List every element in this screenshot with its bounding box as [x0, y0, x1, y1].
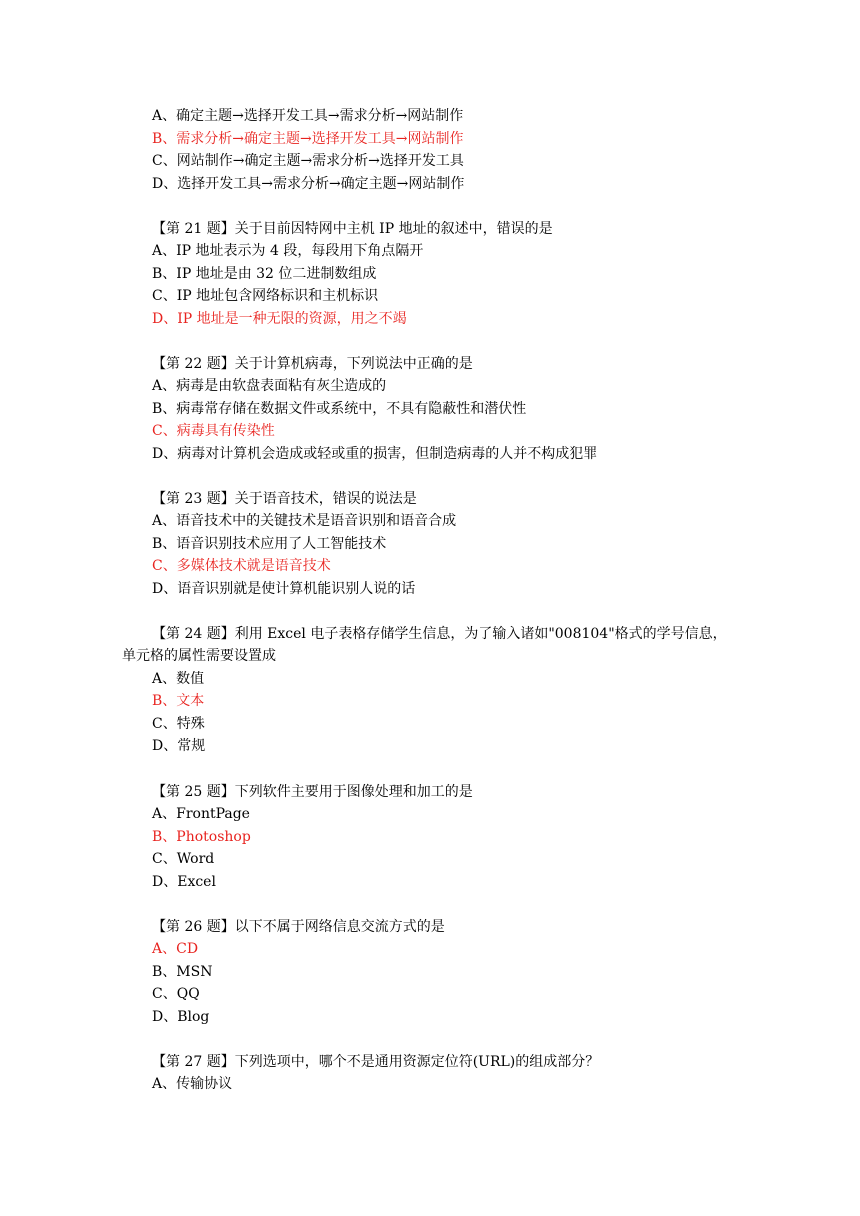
q20-option-a: A、确定主题→选择开发工具→需求分析→网站制作 [152, 108, 464, 124]
q24-option-a: A、数值 [152, 671, 205, 687]
q24-stem-line1: 【第 24 题】利用 Excel 电子表格存储学生信息，为了输入诸如"008104"格式的学号信息， [152, 626, 727, 642]
q26-option-a-correct: A、CD [152, 941, 199, 957]
q24-option-b-correct: B、文本 [152, 693, 205, 709]
q26-stem: 【第 26 题】以下不属于网络信息交流方式的是 [152, 919, 445, 935]
q25-option-c: C、Word [152, 851, 215, 867]
q21-option-d-correct: D、IP 地址是一种无限的资源，用之不竭 [152, 311, 407, 327]
q25-option-d: D、Excel [152, 874, 216, 890]
q25-option-b-correct: B、Photoshop [152, 829, 251, 845]
q24-stem-line2: 单元格的属性需要设置成 [122, 648, 276, 664]
q27-option-a: A、传输协议 [152, 1076, 233, 1092]
q23-option-d: D、语音识别就是使计算机能识别人说的话 [152, 581, 416, 597]
q21-option-c: C、IP 地址包含网络标识和主机标识 [152, 288, 379, 304]
q26-option-b: B、MSN [152, 964, 213, 980]
q23-option-b: B、语音识别技术应用了人工智能技术 [152, 536, 387, 552]
q25-stem: 【第 25 题】下列软件主要用于图像处理和加工的是 [152, 784, 473, 800]
q27-stem: 【第 27 题】下列选项中，哪个不是通用资源定位符(URL)的组成部分？ [152, 1054, 600, 1070]
q23-stem: 【第 23 题】关于语音技术，错误的说法是 [152, 491, 417, 507]
q24-option-c: C、特殊 [152, 716, 205, 732]
q22-option-a: A、病毒是由软盘表面粘有灰尘造成的 [152, 378, 387, 394]
q25-option-a: A、FrontPage [152, 806, 250, 822]
q21-option-a: A、IP 地址表示为 4 段，每段用下角点隔开 [152, 243, 424, 259]
q22-stem: 【第 22 题】关于计算机病毒，下列说法中正确的是 [152, 356, 473, 372]
q24-option-d: D、常规 [152, 738, 206, 754]
q20-option-b-correct: B、需求分析→确定主题→选择开发工具→网站制作 [152, 131, 464, 147]
q20-option-d: D、选择开发工具→需求分析→确定主题→网站制作 [152, 176, 465, 192]
q21-option-b: B、IP 地址是由 32 位二进制数组成 [152, 266, 377, 282]
q23-option-c-correct: C、多媒体技术就是语音技术 [152, 558, 331, 574]
q22-option-c-correct: C、病毒具有传染性 [152, 423, 275, 439]
q22-option-b: B、病毒常存储在数据文件或系统中，不具有隐蔽性和潜伏性 [152, 401, 527, 417]
q26-option-c: C、QQ [152, 986, 200, 1002]
q26-option-d: D、Blog [152, 1009, 210, 1025]
q20-option-c: C、网站制作→确定主题→需求分析→选择开发工具 [152, 153, 464, 169]
q23-option-a: A、语音技术中的关键技术是语音识别和语音合成 [152, 513, 457, 529]
q22-option-d: D、病毒对计算机会造成或轻或重的损害，但制造病毒的人并不构成犯罪 [152, 446, 598, 462]
q21-stem: 【第 21 题】关于目前因特网中主机 IP 地址的叙述中，错误的是 [152, 221, 553, 237]
